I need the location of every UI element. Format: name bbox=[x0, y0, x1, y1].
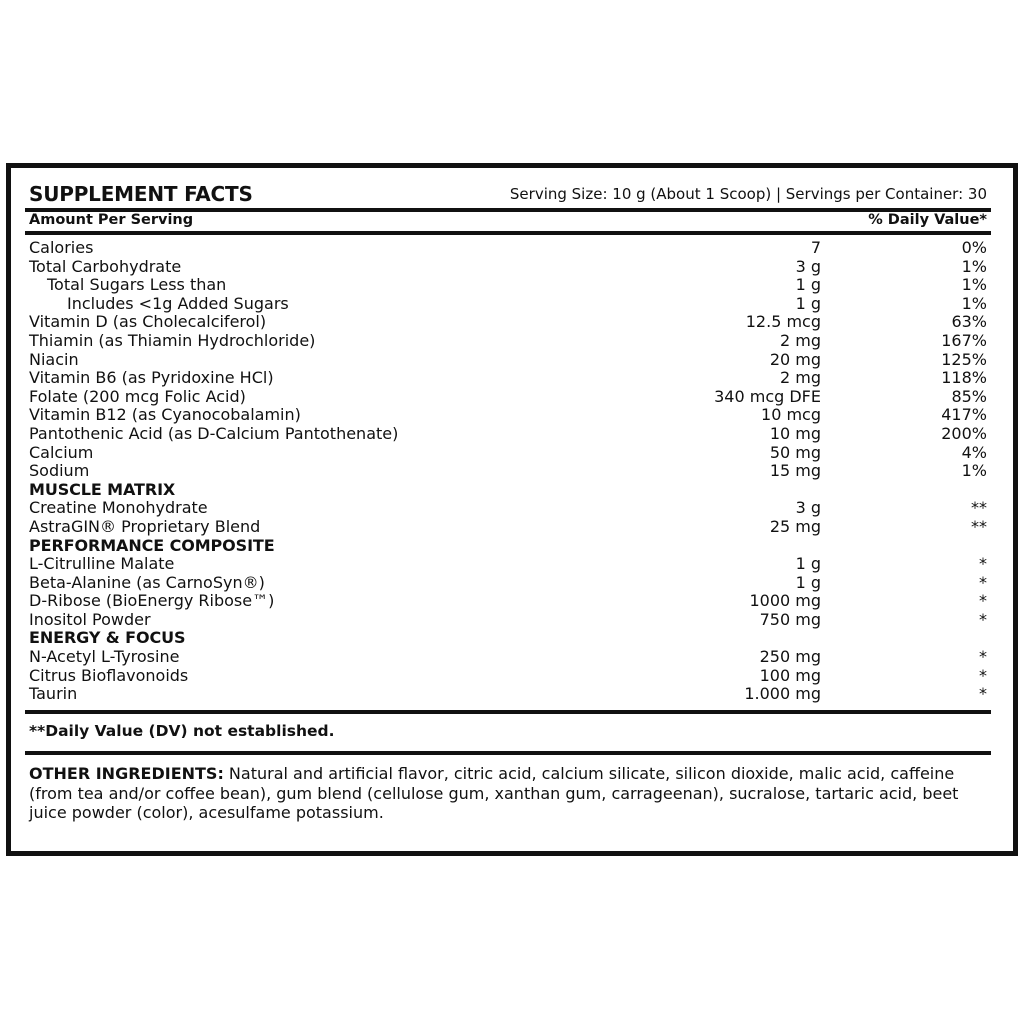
nutrient-amount: 340 mcg DFE bbox=[714, 386, 821, 406]
nutrient-amount: 2 mg bbox=[779, 330, 821, 350]
nutrient-amount: 2 mg bbox=[779, 368, 821, 388]
panel-title: SUPPLEMENT FACTS bbox=[29, 182, 253, 206]
nutrient-amount: 20 mg bbox=[769, 349, 821, 369]
nutrient-amount: 100 mg bbox=[759, 665, 821, 685]
nutrient-daily-value: * bbox=[979, 665, 987, 685]
footnote-divider bbox=[25, 751, 991, 755]
nutrient-daily-value: 1% bbox=[961, 293, 987, 313]
nutrient-name: Folate (200 mcg Folic Acid) bbox=[29, 386, 246, 406]
other-ingredients-heading: OTHER INGREDIENTS: bbox=[29, 764, 224, 783]
nutrient-name: Citrus Bioflavonoids bbox=[29, 665, 189, 685]
nutrient-row bbox=[29, 462, 987, 481]
nutrient-daily-value: * bbox=[979, 554, 987, 574]
section-heading: PERFORMANCE COMPOSITE bbox=[29, 535, 275, 555]
daily-value-footnote: **Daily Value (DV) not established. bbox=[29, 722, 335, 740]
nutrient-row bbox=[29, 406, 987, 425]
nutrient-row bbox=[29, 313, 987, 332]
nutrient-row bbox=[29, 276, 987, 295]
amount-header-row bbox=[29, 210, 987, 230]
nutrient-name: Pantothenic Acid (as D-Calcium Pantothenate) bbox=[29, 423, 399, 443]
supplement-facts-panel bbox=[6, 163, 1018, 856]
nutrient-name: Vitamin B6 (as Pyridoxine HCl) bbox=[29, 368, 274, 388]
nutrient-name: Thiamin (as Thiamin Hydrochloride) bbox=[29, 330, 316, 350]
nutrient-amount: 1 g bbox=[795, 572, 821, 592]
table-bottom-divider bbox=[25, 710, 991, 714]
nutrient-amount: 25 mg bbox=[769, 516, 821, 536]
nutrient-name: Beta-Alanine (as CarnoSyn®) bbox=[29, 572, 265, 592]
nutrient-row bbox=[29, 388, 987, 407]
nutrient-daily-value: * bbox=[979, 591, 987, 611]
nutrient-amount: 1.000 mg bbox=[744, 684, 821, 704]
nutrient-amount: 750 mg bbox=[759, 609, 821, 629]
nutrient-table bbox=[29, 239, 987, 704]
nutrient-amount: 1 g bbox=[795, 275, 821, 295]
nutrient-amount: 7 bbox=[810, 238, 821, 257]
nutrient-row bbox=[29, 518, 987, 537]
nutrient-daily-value: 167% bbox=[941, 330, 987, 350]
nutrient-name: AstraGIN® Proprietary Blend bbox=[29, 516, 261, 536]
nutrient-amount: 3 g bbox=[795, 256, 821, 276]
nutrient-name: D-Ribose (BioEnergy Ribose™) bbox=[29, 591, 275, 611]
nutrient-row bbox=[29, 369, 987, 388]
nutrient-name: Vitamin B12 (as Cyanocobalamin) bbox=[29, 405, 301, 425]
nutrient-amount: 1000 mg bbox=[749, 591, 821, 611]
section-heading: MUSCLE MATRIX bbox=[29, 479, 176, 499]
nutrient-daily-value: ** bbox=[971, 516, 987, 536]
serving-info: Serving Size: 10 g (About 1 Scoop) | Servings per Container: 30 bbox=[509, 185, 987, 203]
nutrient-name: L-Citrulline Malate bbox=[29, 554, 175, 574]
nutrient-name: Sodium bbox=[29, 461, 90, 481]
nutrient-row bbox=[29, 258, 987, 277]
nutrient-daily-value: 1% bbox=[961, 256, 987, 276]
nutrient-name: Total Carbohydrate bbox=[29, 256, 182, 276]
nutrient-amount: 250 mg bbox=[759, 647, 821, 667]
nutrient-name: Includes <1g Added Sugars bbox=[67, 293, 289, 313]
daily-value-label: % Daily Value* bbox=[868, 212, 987, 228]
nutrient-row bbox=[29, 592, 987, 611]
nutrient-amount: 1 g bbox=[795, 293, 821, 313]
nutrient-row bbox=[29, 332, 987, 351]
nutrient-row bbox=[29, 239, 987, 258]
nutrient-daily-value: * bbox=[979, 609, 987, 629]
nutrient-amount: 10 mg bbox=[769, 423, 821, 443]
nutrient-amount: 3 g bbox=[795, 498, 821, 518]
nutrient-name: Vitamin D (as Cholecalciferol) bbox=[29, 312, 267, 332]
nutrient-row bbox=[29, 351, 987, 370]
nutrient-row bbox=[29, 295, 987, 314]
section-heading-row bbox=[29, 481, 987, 500]
nutrient-name: Niacin bbox=[29, 349, 79, 369]
amount-per-serving-label: Amount Per Serving bbox=[29, 212, 194, 228]
nutrient-name: Inositol Powder bbox=[29, 609, 151, 629]
nutrient-daily-value: * bbox=[979, 647, 987, 667]
nutrient-name: N-Acetyl L-Tyrosine bbox=[29, 647, 180, 667]
nutrient-daily-value: * bbox=[979, 684, 987, 704]
nutrient-row bbox=[29, 667, 987, 686]
section-heading-row bbox=[29, 629, 987, 648]
nutrient-row bbox=[29, 574, 987, 593]
nutrient-name: Taurin bbox=[29, 684, 78, 704]
nutrient-name: Total Sugars Less than bbox=[47, 275, 227, 295]
nutrient-amount: 50 mg bbox=[769, 442, 821, 462]
nutrient-daily-value: 63% bbox=[951, 312, 987, 332]
nutrient-daily-value: 200% bbox=[941, 423, 987, 443]
nutrient-daily-value: 85% bbox=[951, 386, 987, 406]
amount-divider bbox=[25, 231, 991, 235]
nutrient-amount: 12.5 mcg bbox=[745, 312, 821, 332]
nutrient-name: Calories bbox=[29, 238, 94, 257]
section-heading: ENERGY & FOCUS bbox=[29, 628, 186, 648]
other-ingredients-text: Natural and artificial flavor, citric acid, calcium silicate, silicon dioxide, malic acid, caffeine (from tea and/or coffee bean), gum blend (cellulose gum, xanthan gum, carrageenan), sucralose, tartaric acid, beet juice powder (color), acesulfame potassium. bbox=[29, 764, 959, 822]
other-ingredients bbox=[29, 764, 989, 823]
nutrient-amount: 1 g bbox=[795, 554, 821, 574]
nutrient-daily-value: 118% bbox=[941, 368, 987, 388]
nutrient-row bbox=[29, 685, 987, 704]
nutrient-row bbox=[29, 444, 987, 463]
nutrient-amount: 15 mg bbox=[769, 461, 821, 481]
nutrient-daily-value: 1% bbox=[961, 461, 987, 481]
nutrient-name: Calcium bbox=[29, 442, 94, 462]
section-heading-row bbox=[29, 537, 987, 556]
nutrient-daily-value: 0% bbox=[961, 238, 987, 257]
nutrient-amount: 10 mcg bbox=[761, 405, 821, 425]
nutrient-row bbox=[29, 648, 987, 667]
nutrient-daily-value: 417% bbox=[941, 405, 987, 425]
nutrient-daily-value: 125% bbox=[941, 349, 987, 369]
nutrient-row bbox=[29, 425, 987, 444]
nutrient-daily-value: ** bbox=[971, 498, 987, 518]
nutrient-name: Creatine Monohydrate bbox=[29, 498, 208, 518]
nutrient-daily-value: 1% bbox=[961, 275, 987, 295]
panel-header bbox=[29, 178, 987, 210]
nutrient-row bbox=[29, 499, 987, 518]
nutrient-daily-value: 4% bbox=[961, 442, 987, 462]
nutrient-row bbox=[29, 611, 987, 630]
nutrient-daily-value: * bbox=[979, 572, 987, 592]
nutrient-row bbox=[29, 555, 987, 574]
